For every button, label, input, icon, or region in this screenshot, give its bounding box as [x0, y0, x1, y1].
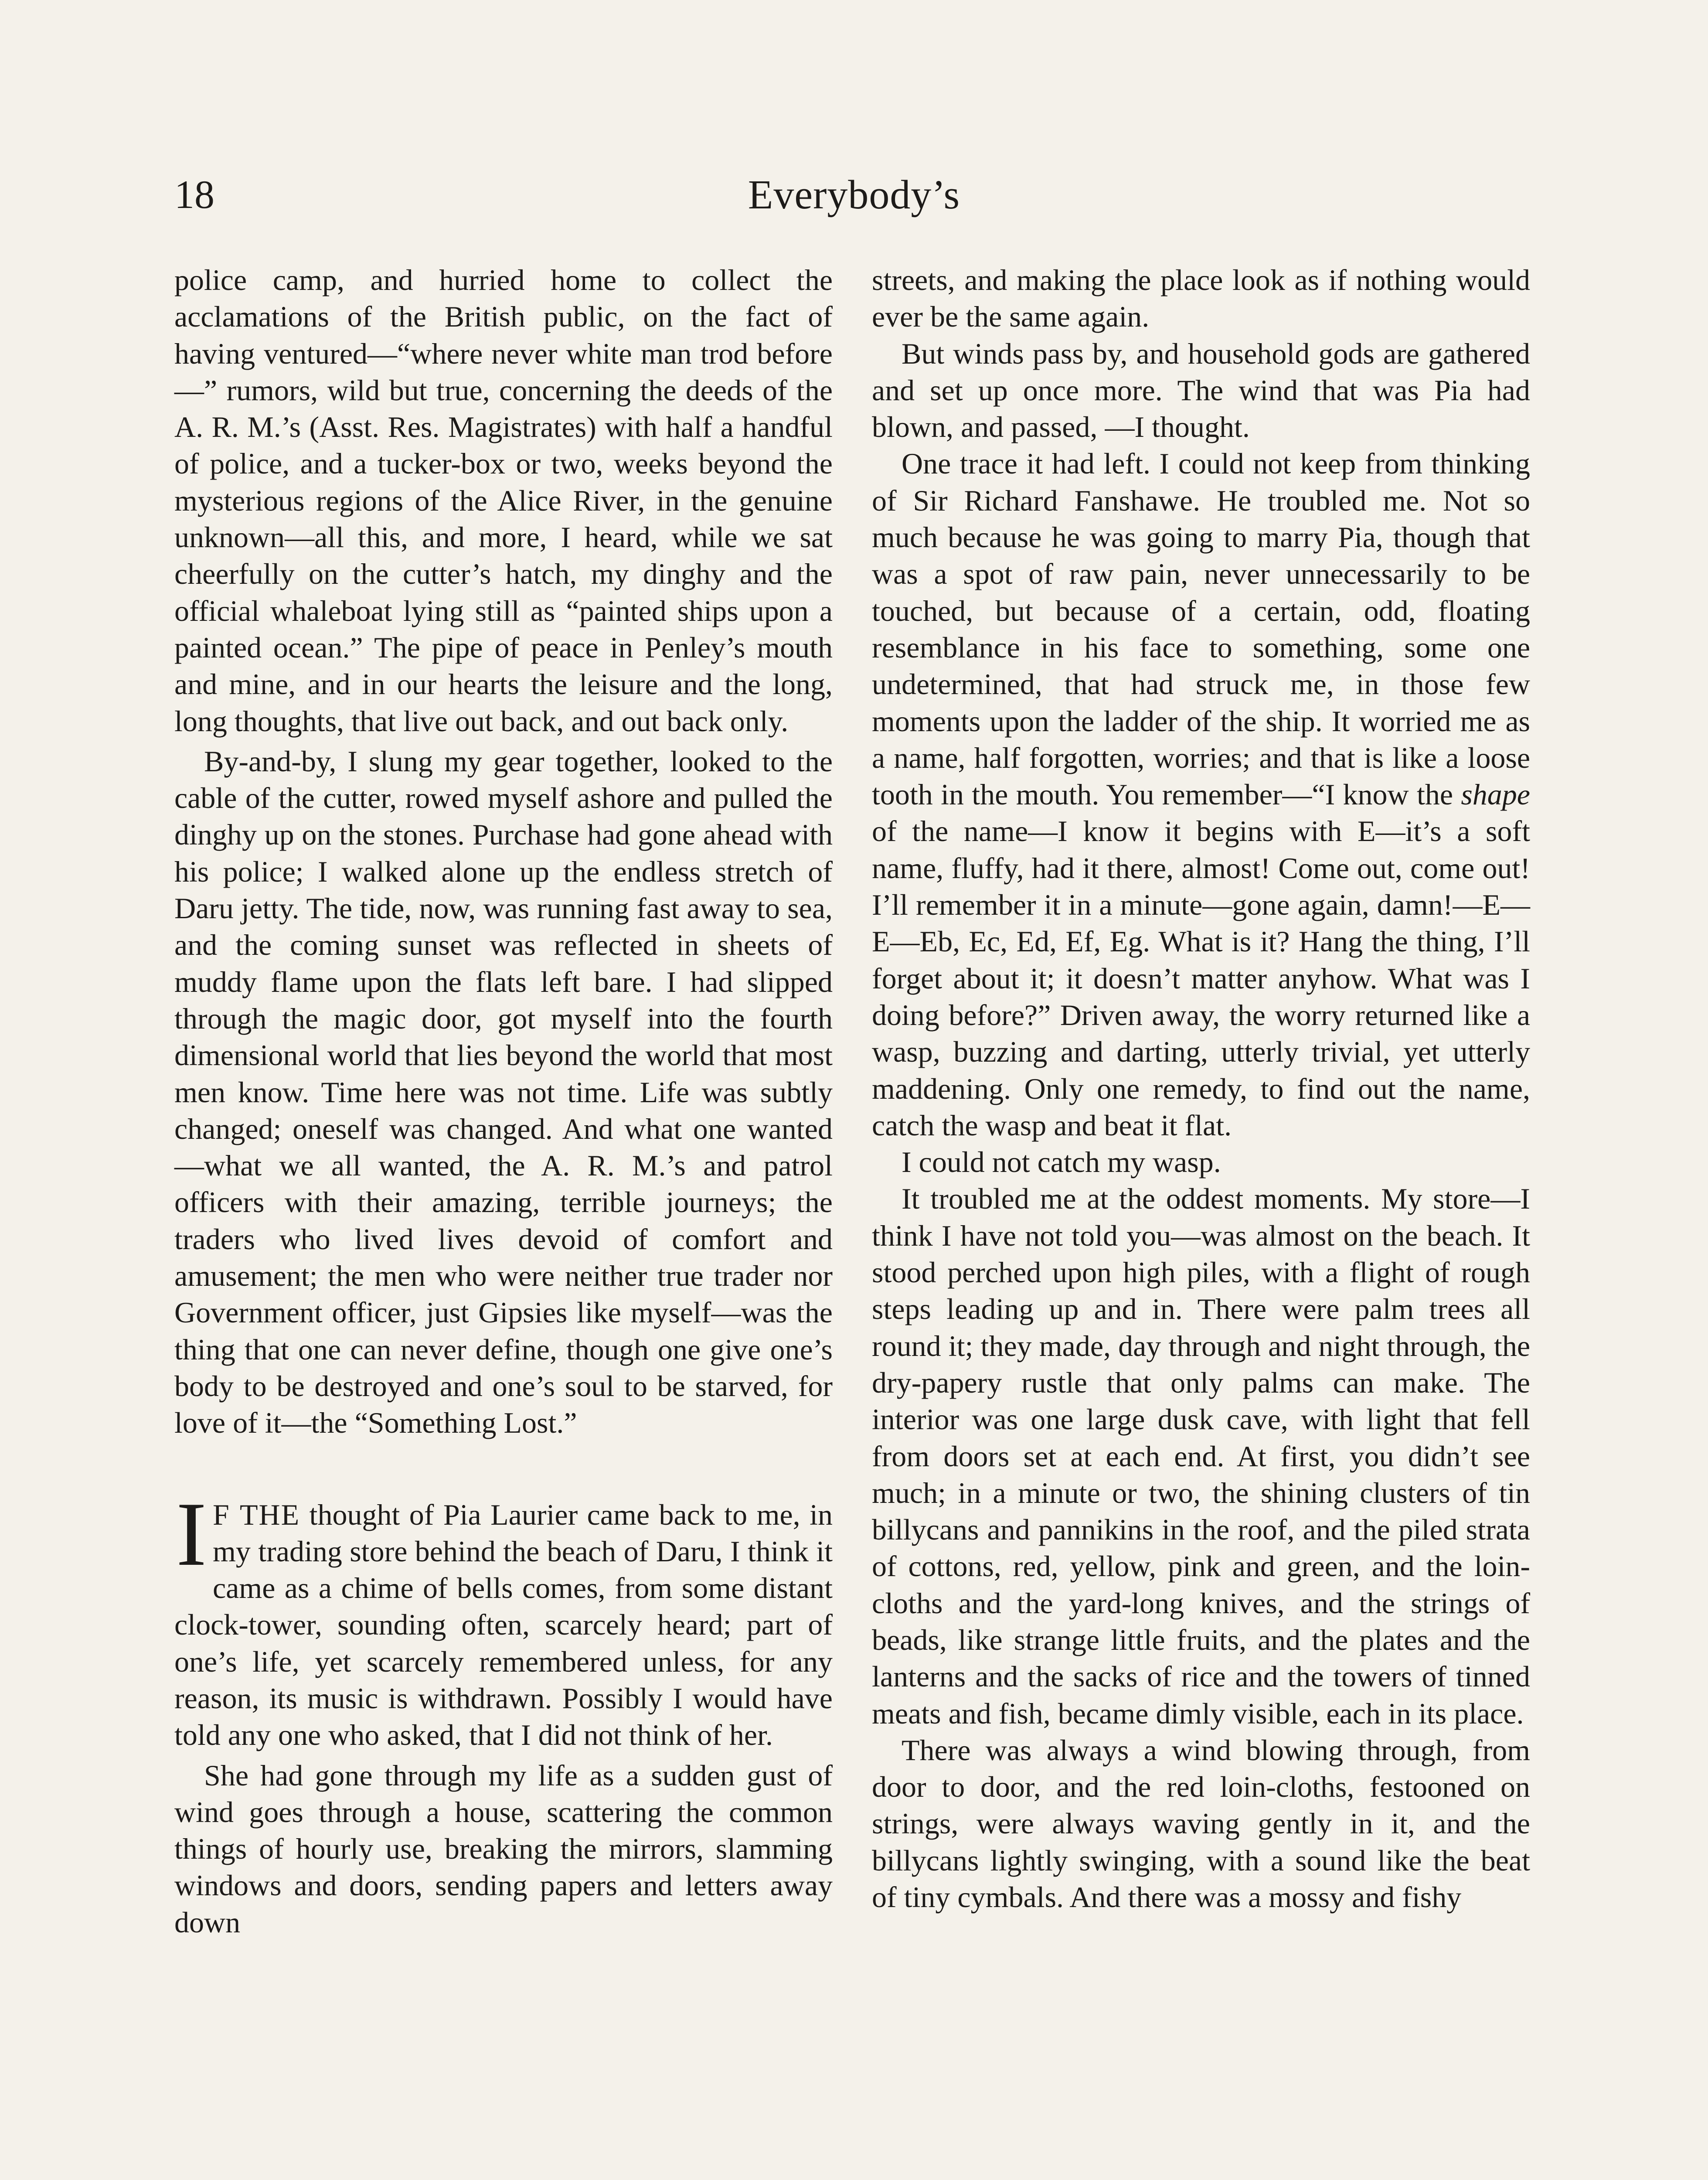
paragraph-text: of the name—I know it begins with E—it’s a soft name, fluffy, had it there, almost! Come out, come out! I’ll remember it in a minute—gone again, damn!—E—E—Eb, Ec, Ed, Ef, Eg. What is it? Hang the thing, I’ll forget about it; it doesn’t matter anyhow. What was I doing before?” Driven away, the worry returned like a wasp, buzzing and darting, utterly trivial, yet utterly maddening. Only one remedy, to find out the name, catch the wasp and beat it flat. — [872, 814, 1530, 1142]
page-number: 18 — [174, 172, 214, 217]
paragraph: By-and-by, I slung my gear together, looked to the cable of the cutter, rowed myself ashore and pulled the dinghy up on the stones. Purchase had gone ahead with his police; I walked alone up the endless stretch of Daru jetty. The tide, now, was running fast away to sea, and the coming sunset was reflected in sheets of muddy flame upon the flats left bare. I had slipped through the magic door, got myself into the fourth dimensional world that lies beyond the world that most men know. Time here was not time. Life was subtly changed; oneself was changed. And what one wanted—what we all wanted, the A. R. M.’s and patrol officers with their amazing, terrible journeys; the traders who lived lives devoid of comfort and amusement; the men who were neither true trader nor Government officer, just Gipsies like myself—was the thing that one can never define, though one give one’s body to be destroyed and one’s soul to be starved, for love of it—the “Something Lost.” — [174, 744, 833, 1440]
paragraph: There was always a wind blowing through, from door to door, and the red loin-cloths, festooned on strings, were always waving gently in it, and the billycans lightly swinging, with a sound like the beat of tiny cymbals. And there was a mossy and fishy — [872, 1733, 1530, 1914]
paragraph-text: One trace it had left. I could not keep from thinking of Sir Richard Fanshawe. He troubled me. Not so much because he was going to marry Pia, though that was a spot of raw pain, never unnecessarily to be touched, but because of a certain, odd, floating resemblance in his face to something, some one undetermined, that had struck me, in those few moments upon the ladder of the ship. It worried me as a name, half forgotten, worries; and that is like a loose tooth in the mouth. You remember—“I know the — [872, 447, 1530, 811]
paragraph: I could not catch my wasp. — [902, 1145, 1221, 1179]
paragraph: police camp, and hurried home to collect the acclamations of the British public, on the fact of having ventured—“where never white man trod before—” rumors, wild but true, concerning the deeds of the A. R. M.’s (Asst. Res. Magistrates) with half a handful of police, and a tucker-box or two, weeks beyond the mysterious regions of the Alice River, in the genuine unknown—all this, and more, I heard, while we sat cheerfully on the cutter’s hatch, my dinghy and the official whaleboat lying still as “painted ships upon a painted ocean.” The pipe of peace in Penley’s mouth and mine, and in our hearts the leisure and the long, long thoughts, that live out back, and out back only. — [174, 263, 833, 738]
right-column — [872, 262, 1530, 1915]
small-caps-lead: F THE — [212, 1498, 300, 1531]
running-title: Everybody’s — [748, 172, 960, 218]
left-column — [174, 262, 833, 1941]
italic-word: shape — [1461, 778, 1530, 811]
paragraph: It troubled me at the oddest moments. My store—I think I have not told you—was almost on the beach. It stood perched upon high piles, with a flight of rough steps leading up and in. There were palm trees all round it; they made, day through and night through, the dry-papery rustle that only palms can make. The interior was one large dusk cave, with light that fell from doors set at each end. At first, you didn’t see much; in a minute or two, the shining clusters of tin billycans and pannikins in the roof, and the piled strata of cottons, red, yellow, pink and green, and the loin-cloths and the yard-long knives, and the strings of beads, like strange little fruits, and the plates and the lanterns and the sacks of rice and the towers of tinned meats and fish, became dimly visible, each in its place. — [872, 1182, 1530, 1730]
paragraph: streets, and making the place look as if nothing would ever be the same again. — [872, 263, 1530, 334]
paragraph: She had gone through my life as a sudden gust of wind goes through a house, scattering the common things of hourly use, breaking the mirrors, slamming windows and doors, sending papers and letters away down — [174, 1758, 833, 1939]
drop-cap: I — [176, 1483, 207, 1585]
paragraph — [872, 445, 1530, 1144]
paragraph: But winds pass by, and household gods are gathered and set up once more. The wind that was Pia had blown, and passed, —I thought. — [872, 337, 1530, 444]
paragraph-text: thought of Pia Laurier came back to me, in my trading store behind the beach of Daru, I think it came as a chime of bells comes, from some distant clock-tower, sounding often, scarcely heard; part of one’s life, yet scarcely remembered unless, for any reason, its music is withdrawn. Possibly I would have told any one who asked, that I did not think of her. — [174, 1498, 833, 1752]
section-opening-paragraph — [174, 1483, 833, 1754]
